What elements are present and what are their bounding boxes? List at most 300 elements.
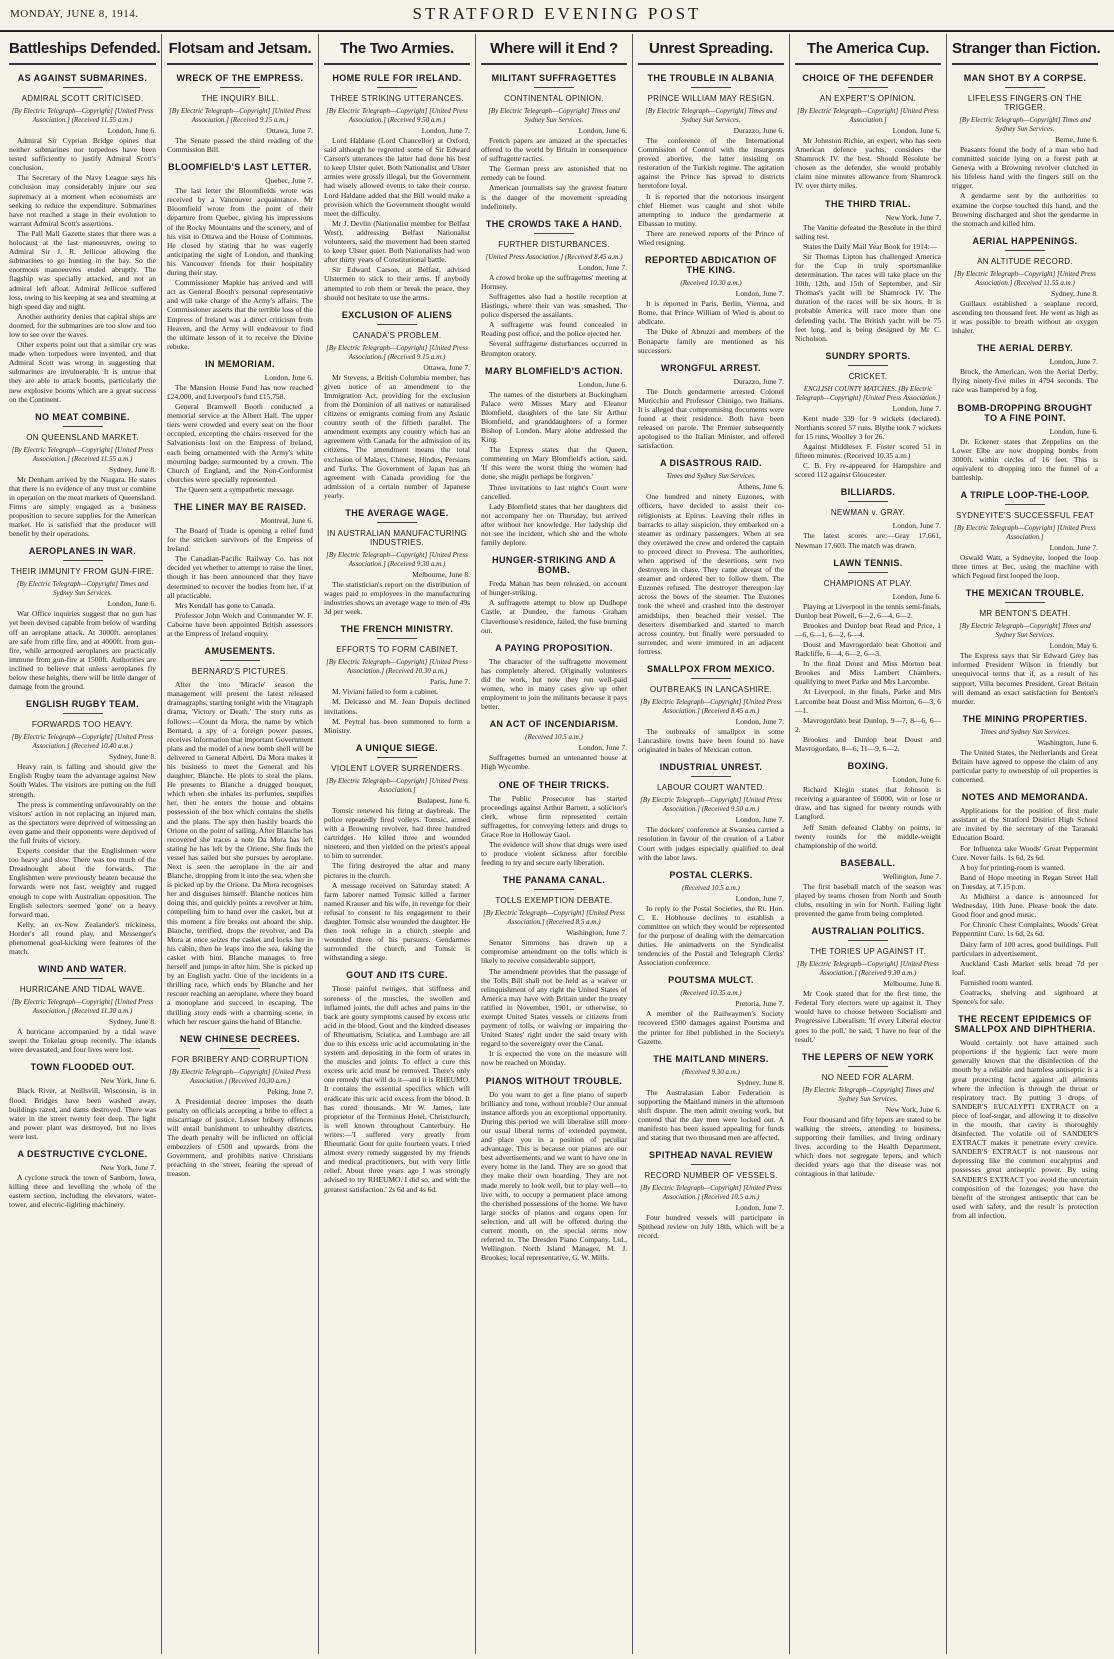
dateline: Wellington, June 7. [882,871,941,881]
news-story [638,255,784,355]
story-paragraph: At Liverpool, in the finals, Parke and Mrs Larcombe beat Doust and Miss Morton, 6—3, 6—1. [795,687,941,715]
story-headline: A TRIPLE LOOP-THE-LOOP. [960,489,1090,500]
story-subheadline: THE TORIES UP AGAINST IT. [810,947,926,957]
story-paragraph: It is reported that the notorious insurgent chief Hiemet was caught and shot while attempting to induce the gendarmerie at Elbassan to mutiny. [638,191,784,228]
story-headline: HOME RULE FOR IRELAND. [332,73,462,83]
story-paragraph: For Chronic Chest Complaints, Woods' Great Peppermint Cure. 1s 6d, 2s 6d. [952,920,1098,939]
news-column [318,34,475,1654]
story-headline: THE AERIAL DERBY. [977,343,1073,354]
news-story [481,643,627,712]
news-story [638,73,784,247]
headline-rule [1005,250,1045,251]
wire-credit: (Received 10.5 a.m.) [525,733,583,742]
dateline: Ottawa, June 7. [266,126,313,135]
news-story [324,743,470,963]
dateline: London, June 7. [735,1203,784,1213]
story-headline: AUSTRALIAN POLITICS. [811,926,925,937]
story-paragraph: A boy for printing-room is wanted. [960,862,1065,872]
story-paragraph: In reply to the Postal Societies, the Rt. Hon. C. E. Hobhouse declines to establish a committee on which they would be represented for the purpose of dealing with the demarcation duties. He animadverts on the Syndicalist tendencies of the Postal and Telegraph Clerks' Association conference. [638,903,784,968]
wire-credit: [By Electric Telegraph—Copyright] [United Press Association.] (Received 8.5 a.m.) [483,909,625,927]
column-heading: The Two Armies. [324,34,470,65]
dateline: Ottawa, June 7. [423,362,470,372]
story-headline: REPORTED ABDICATION OF THE KING. [645,255,777,276]
wire-credit: [By Electric Telegraph—Copyright] [United Press Association.] (Received 11.55 a.m.) [11,445,154,463]
dateline: London, June 7. [735,289,784,299]
dateline: Paris, June 7. [430,677,470,687]
dateline: London, June 7. [735,893,784,903]
dateline: London, June 6. [892,126,941,135]
news-story [952,1014,1098,1220]
story-paragraph: Furnished room wanted. [960,977,1034,987]
headline-rule [848,87,888,88]
story-paragraph: Freda Mahan has been released, on account of hunger-striking. [481,579,627,598]
story-paragraph: The Australasian Labor Federation is supporting the Maitland miners in the afternoon shift dispute. The men admit owning work, but contend that the day men were locked out. A manifesto has been issued appealing for funds and stating that two thousand men are affected. [638,1087,784,1143]
story-subheadline: TOLLS EXEMPTION DEBATE. [495,896,613,906]
story-subheadline: SYDNEYITE'S SUCCESSFUL FEAT [955,510,1095,520]
wire-credit: (Received 10.5 a.m.) [682,883,740,892]
headline-rule [63,87,103,88]
dateline: London, June 6. [578,126,627,135]
news-column [632,34,789,1654]
story-paragraph: M. Peytral has been summoned to form a Ministry. [324,716,470,735]
story-headline: A UNIQUE SIEGE. [355,742,439,753]
headline-rule [848,940,888,941]
dateline: New York, June 6. [100,1076,156,1086]
story-paragraph: Several suffragette disturbances occurred in Brompton oratory. [481,339,627,358]
dateline: Melbourne, June 8. [412,570,470,579]
wire-credit: [By Electric Telegraph—Copyright] Times and Sydney Sun Services. [959,116,1091,133]
story-headline: AMUSEMENTS. [204,646,276,657]
headline-rule [377,757,417,758]
story-paragraph: Coatracks, shelving and signboard at Spence's for sale. [952,987,1098,1007]
story-paragraph: Black River, at Neillsvill, Wisconsin, is in flood. Bridges have been washed away, buildings razed, and dams destroyed. There was water in the street twenty feet deep. The light and power plant was destroyed, but no lives were lost. [9,1086,156,1141]
story-headline: TOWN FLOODED OUT. [30,1062,135,1073]
story-paragraph: A message received on Saturday stated: A farm laborer named Tomsic killed a farmer named Krauser and his wife, in revenge for their refusal to consent to his engagement to their daughter. Tomsic also wounded the daughter. He then took refuge in a church steeple and wounded three of his pursuers. Gendarmes surrounded the church, and Tomsic is withstanding a siege. [324,880,470,963]
headline-rule [848,501,888,502]
story-paragraph: Doust and Mavrogordato beat Ghotton and Radcliffe, 6—4, 6—2, 6—3. [795,640,941,659]
news-story [952,236,1098,335]
news-story [481,1076,627,1263]
story-paragraph: Auckland Cash Market sells bread 7d per loaf. [952,958,1098,977]
headline-rule [1005,504,1045,505]
headline-rule [691,776,731,777]
story-headline: NO MEAT COMBINE. [35,411,130,422]
story-paragraph: One hundred and ninety Euzones, with officers, have decided to assist their co-religionists at Epirus. Leaving their rifles in barracks to allay suspicion, they embarked on a steamer as ordinary passengers. When at sea they overawed the crew and ordered the captain to proceed direct to Prevesa. The authorities, when apprised of the desertions, sent two destroyers in chase. They came abreast of the steamer and ordered her to follow them. The Euzones refused. The destroyer thereupon lay across the bows of the steamer. The Euzones took the wheel and crashed into the destroyer amidships, then beached their vessel. The deserters disembarked and started to march across country, but finally were persuaded to surrender, and were immured in an adjacent fortress. [638,492,784,656]
story-paragraph: A cyclone struck the town of Sanborn, Iowa, killing three and levelling the whole of the eastern section, including the elevators, water-tower, and electric-lighting machinery. [9,1173,156,1210]
story-subheadline: FURTHER DISTURBANCES. [498,239,610,249]
news-story [638,458,784,656]
dateline: Sydney, June 8. [108,1017,156,1027]
dateline: Montreal, June 6. [260,516,313,525]
dateline: Athens, June 6. [737,482,784,492]
story-paragraph: Oswald Watt, a Sydneyite, looped the loop three times at Bec, using the machine with which Pegoud first looped the loop. [952,552,1098,581]
story-headline: SUNDRY SPORTS. [825,350,911,361]
story-subheadline: BERNARD'S PICTURES. [191,667,289,677]
news-story [795,487,941,549]
dateline: Durazzo, June 7. [733,376,784,386]
story-subheadline: EFFORTS TO FORM CABINET. [336,645,458,655]
story-paragraph: Would certainly not have attained such proportions if the hygienic fact were more generally known that the disinfection of the mouth by a reliable and harmless antiseptic is a great protecting factor against all ailments where the infection is through the throat or respiratory tract. By putting 3 drops of SANDER'S EUCALYPTI EXTRACT on a piece of loaf-sugar, and allowing it to dissolve in the mouth, that cavity is thoroughly disinfected. The volatile oil of SANDER'S EXTRACT makes it penetrate every crevice. SANDER'S EXTRACT is not nauseous nor depressing like the common eucalyptus and possesses great antiseptic power. By using SANDER'S EXTRACT you avoid the uncertain composition of the lozenges; you have the benefit of the strongest antiseptic that can be used with safety, and the result is protection from all infection. [952,1038,1098,1220]
wire-credit: [By Electric Telegraph—Copyright] [United Press Association.] (Received 10.30 a.m.) [326,658,468,676]
wire-credit: [By Electric Telegraph—Copyright] [United Press Association.] (Received 10.30 a.m.) [169,1067,311,1085]
story-paragraph: Kent made 339 for 9 wickets (declared). Northants scored 57 runs. Blythe took 7 wickets for 15 runs, Woolley 3 for 26. [795,413,941,441]
headline-rule [63,426,103,427]
news-story [638,762,784,861]
news-story [952,73,1098,228]
news-story [167,73,313,154]
wire-credit: (Received 10.30 a.m.) [680,279,742,288]
story-headline: BASEBALL. [840,857,896,868]
headline-rule [1005,602,1045,603]
news-story [952,792,1098,1006]
news-story [952,343,1098,394]
dateline: Sydney, June 8. [736,1077,784,1087]
dateline: Durazzo, June 6. [733,126,784,135]
story-paragraph: At Midhirst a dance is announced for Wednesday, 10th June. Please book the date. Good floor and good music. [952,892,1098,920]
story-paragraph: Mr Cook stated that for the first time, the Federal Tory electors were up against it. They would have to choose between Socialism and Progressive Liberalism. 'If every Liberal elector goes to the poll,' he said, 'I have no fear of the result.' [795,989,941,1044]
newspaper-title: STRATFORD EVENING POST [412,4,702,23]
news-story [638,975,784,1045]
story-subheadline: CONTINENTAL OPINION. [504,94,604,103]
story-subheadline: LIFELESS FINGERS ON THE TRIGGER. [967,94,1083,112]
story-headline: THE CROWDS TAKE A HAND. [485,218,623,229]
story-headline: THE MINING PROPERTIES. [962,713,1088,724]
news-column [4,34,161,1654]
news-story [324,73,470,302]
story-subheadline: OUTBREAKS IN LANCASHIRE. [649,685,773,695]
story-paragraph: The Public Prosecutor has started proceedings against Arthur Barnett, a solicitor's clerk, whose firm represented certain suffragettes, for conveying letters and drugs to Grace Roe in Holloway Gaol. [481,793,627,839]
wire-credit: [By Electric Telegraph—Copyright] Times and Sydney Sun Services. [488,107,620,124]
story-paragraph: Other experts point out that a similar cry was made when torpedoes were invented, and that Admiral Scott was wrong in suggesting that submarines are invulnerable. It is untrue that they are able to attack booms, particularly the new explosive booms which are a great success on the Continent. [9,340,156,404]
column-heading: Where will it End ? [481,34,627,65]
story-paragraph: Sir Edward Carson, at Belfast, advised Ulstermen to stick to their arms. If anybody attempted to rob them or break the peace, they should not hesitate to use the arms. [324,265,470,302]
story-paragraph: Lord Haldane (Lord Chancellor) at Oxford, said although he regretted some of Sir Edward Carson's utterances the latter had done his best to keep Ulster quiet. Both Nationalist and Ulster armies were grossly illegal, but the Government had wisely allowed events to take their course. Lord Haldane added that the Bill would make a provision which the Government thought would meet the difficulty. [324,136,470,218]
story-paragraph: Guillaux established a seaplane record, ascending ten thousand feet. He went as high as it was possible to breath without an oxygen inhaler. [952,298,1098,336]
headline-rule [63,978,103,979]
news-story [481,366,627,548]
story-paragraph: The firing destroyed the altar and many pictures in the church. [324,861,470,880]
dateline: London, June 7. [578,743,627,753]
story-headline: HUNGER-STRIKING AND A BOMB. [492,555,616,576]
dateline: New York, June 7. [885,212,941,222]
news-story [638,363,784,451]
story-headline: ENGLISH RUGBY TEAM. [26,699,139,710]
story-paragraph: Applications for the position of first male assistant at the Stratford District High School are invited by the secretary of the Taranaki Education Board. [952,806,1098,843]
wire-credit: [By Electric Telegraph—Copyright] [United Press Association.] [954,523,1096,541]
story-paragraph: In the final Doust and Miss Morton beat Brookes and Miss Lambert Chambers, qualifying to meet Parke and Mrs Larcombe. [795,659,941,687]
dateline: London, June 6. [107,599,156,609]
headline-rule [1005,87,1045,88]
story-paragraph: Kelly, an ex-New Zealander's trickiness, Horder's all round play, and Messenger's phenomenal goal-kicking were features of the match. [9,919,156,957]
news-story [9,73,156,404]
story-headline: THE MEXICAN TROUBLE. [965,588,1085,599]
column-heading: The America Cup. [795,34,941,65]
story-paragraph: Peasants found the body of a man who had committed suicide lying on a forest path at Geneva with a Browning revolver clutched in his lifeless hand with the fingers still on the trigger. [952,145,1098,191]
story-subheadline: HURRICANE AND TIDAL WAVE. [19,985,146,995]
story-paragraph: Mr J. Devlin (Nationalist member for Belfast West), addressing Belfast Nationalist volunteers, said the movement had been started to keep Ulster quiet. Both Nationalists had won after thirty years of Constitutional battle. [324,218,470,265]
story-headline: IN MEMORIAM. [205,358,275,369]
news-story [481,719,627,771]
dateline: London, June 6. [264,372,313,382]
story-subheadline: MR BENTON'S DEATH. [979,609,1071,619]
story-paragraph: The names of the disturbers at Buckingham Palace were Misses Mary and Eleanor Blomfield, daughters of the late Sir Arthur Blomfield, and granddaughters of a former Bishop of London. Mary alone addressed the King. [481,389,627,445]
story-paragraph: Mr Denham arrived by the Niagara. He states that there is no evidence of any trust or combine in operation on the meat markets of Queensland. Firms are simply engaged as a business proposition to secure supplies for the American market. He is satisfied that the producer will benefit by their operations. [9,474,156,539]
story-paragraph: Four thousand and fifty lepers are stated to be walking the streets, attending to business, supporting their families, and living ordinary lives, according to the Health Department, which does not segregate lepers, and which decided years ago that the disease was not contagious in that latitude. [795,1114,941,1179]
dateline: London, June 6. [107,126,156,135]
news-story [324,970,470,1193]
story-subheadline: ON QUEENSLAND MARKET. [26,432,139,442]
story-subheadline: LABOUR COURT WANTED. [656,783,766,793]
story-paragraph: A gendarme sent by the authorities to examine the corpse touched this hand, and the Browning discharged and shot the gendarme in the stomach and killed him. [952,191,1098,228]
headline-rule [377,638,417,639]
wire-credit: [By Electric Telegraph—Copyright] [United Press Association.] (Received 9.50 a.m.) [640,796,782,814]
news-story [481,219,627,358]
dateline: London, May 6. [1049,641,1098,651]
story-headline: A DISASTROUS RAID. [660,458,762,469]
story-paragraph: The Senate passed the third reading of the Commission Bill. [167,136,313,155]
news-story [795,1052,941,1179]
wire-credit: [By Electric Telegraph—Copyright] [United Press Association.] (Received 9.50 a.m.) [326,107,468,124]
dateline: London, June 7. [578,262,627,272]
news-story [481,555,627,635]
dateline: New York, June 7. [100,1163,156,1173]
headline-rule [377,87,417,88]
story-paragraph: Dr. Eckener states that Zeppelins on the Lower Elbe are now dropping bombs from 3000ft. within circles of 16 feet. This is equivalent to dropping into the funnel of a battleship. [952,436,1098,482]
news-story [795,926,941,1044]
story-headline: ONE OF THEIR TRICKS. [498,779,610,790]
story-headline: POSTAL CLERKS. [669,869,753,880]
wire-credit: [By Electric Telegraph—Copyright] [United Press Association.] (Received 8.45 a.m.) [640,698,782,716]
story-paragraph: The Pall Mall Gazette states that there was a holocaust at the last manoeuvres, owing to Admiral Sir J. R. Jellicoe allowing the submarines to go hunting in the bay. So the enormous manoeuvres ended abruptly. The flagship was specially attacked, and not an admiral left afloat. Admiral Jellicoe suffered loss, owing to his keeping at sea and steaming at high speed day and night. [9,228,156,311]
story-paragraph: The statistician's report on the distribution of wages paid to employees in the manufacturing industries shows an average wage to men of 49s 3d per week. [324,580,470,617]
story-headline: AERIAL HAPPENINGS. [972,235,1078,246]
dateline: Quebec, June 7. [265,176,313,186]
wire-credit: [By Electric Telegraph—Copyright] [United Press Association.] [797,107,939,124]
wire-credit: [By Electric Telegraph—Copyright] Times and Sydney Sun Services. [16,580,149,598]
story-paragraph: Playing at Liverpool in the tennis semi-finals, Dunlop beat Powell, 6—2, 6—4, 6—2. [795,601,941,620]
story-headline: THE LINER MAY BE RAISED. [173,502,307,512]
story-paragraph: The dockers' conference at Swansea carried a resolution in favour of the creation of a Labor Court with judges especially qualified to deal with the labor laws. [638,825,784,862]
news-column [161,34,318,1654]
story-subheadline: RECORD NUMBER OF VESSELS. [644,1171,778,1181]
story-headline: SMALLPOX FROM MEXICO. [647,664,775,675]
story-headline: AS AGAINST SUBMARINES. [17,73,148,83]
story-paragraph: After the into 'Miracle' season the management will present the latest released dramagraphs, starting tonight with the Vitagraph drama, 'Victory or Death.' The story runs as follows:—Count da Mora, the name by which Bernard, a spy of a foreign power passes, receives information that important Government plans and the model of a new bomb shell will be delivered to General Alberti. Da Mora makes it his business to meet the General and his daughter, Blanche. He plots to steal the plans. He presents to Blanche a drugged bouquet, which when she inhales its perfumes, stupifies her, then he enters the house and obtains possession of the box which contains the shells and the plans. The spy then hastily boards the Orione on the point of sailing. After Blanche has recovered she traces a note Da Mora has left stating he has left by the Oriene. She finds the vessel has sailed but she pursues by aeroplane. Next is seen the aeroplane in the air and Blanche, dropping from it into the sea, when she is picked up by the Orione. Da Mora recognises her and disguises himself. Blanche notices him doing this, and quickly points a revolver at him, compelling him to hand over the casket, but at this moment a fire breaks out aboard the ship. Blanche, terrified, drops the revolver, and Da Mora at once seizes the casket and locks her in his cabin, then he leaps into the sea, taking the casket with him. Blanche manages to free herself and jumps in after him. She is picked up by an English yacht. One of the incidents in a thrilling race, which ends by Blanche and her rescuer reaching an aeroplane, where they board a monoplane and succeed in escaping. The thrilling story ends with a charming scene, in which her rescuer gains the hand of Blanche. [167,680,314,1026]
news-story [9,1062,156,1141]
column-heading: Battleships Defended. [9,34,156,65]
dateline: Berne, June 6. [1055,135,1098,144]
story-headline: BILLIARDS. [840,487,896,498]
story-paragraph: M. Delcasse and M. Jean Dupuis declined invitations. [324,697,470,716]
wire-credit: Times and Sydney Sun Services. [666,472,756,481]
news-column [475,34,632,1654]
headline-rule [691,87,731,88]
wire-credit: [By Electric Telegraph—Copyright] [United Press Association.] (Received 9.30 a.m.) [326,551,468,568]
news-story [324,310,470,500]
story-subheadline: NEWMAN v. GRAY. [830,508,906,518]
story-paragraph: It is reported in Paris, Berlin, Vienna, and Rome, that Prince William of Wied is about to abdicate. [638,299,784,327]
story-headline: AEROPLANES IN WAR. [28,546,137,557]
story-paragraph: Dairy farm of 100 acres, good buildings. Full particulars in advertisement. [952,939,1098,958]
news-story [795,73,941,191]
story-headline: BOXING. [847,761,889,772]
news-story [167,502,313,638]
story-headline: BLOOMFIELD'S LAST LETTER. [168,162,312,173]
story-paragraph: The last letter the Bloomfields wrote was received by a Vancouver acquaintance. Mr Bloomfield wrote from the point of their departure from Quebec, giving his impressions of the Rocky Mountains and the scenery, and of his visit to Ottawa and the House of Commons. He closed by stating that he was eagerly anticipating the sight of London, and thanking his Vancouver friends for their hospitality during their stay. [167,186,313,278]
story-paragraph: The latest scores are:—Gray 17,661, Newman 17,603. The match was drawn. [795,531,941,550]
news-story [9,699,156,956]
story-paragraph: The press is commenting unfavourably on the visitors' action in not replacing an injured man, as the spectators were deprived of witnessing an even game and their opponents were deprived of the full fruits of victory. [9,799,156,845]
story-headline: CHOICE OF THE DEFENDER [802,73,934,83]
story-headline: LAWN TENNIS. [833,557,903,568]
story-headline: AN ACT OF INCENDIARISM. [489,719,619,730]
dateline: London, June 6. [578,379,627,389]
story-headline: THE RECENT EPIDEMICS OF SMALLPOX AND DIPHTHERIA. [954,1014,1096,1035]
story-paragraph: Another authority denies that capital ships are doomed, for the submarines are too slow and too low to see over the waves. [9,311,156,339]
wire-credit: [By Electric Telegraph—Copyright] [United Press Association.] (Received 9.15 a.m.) [326,343,468,361]
dateline: Budapest, June 6. [417,795,470,805]
news-story [167,162,313,351]
story-headline: WRONGFUL ARREST. [661,362,761,373]
dateline: Melbourne, June 8. [883,979,941,989]
column-heading: Unrest Spreading. [638,34,784,65]
story-paragraph: The character of the suffragette movement has completely altered. Originally volunteers did the work, but now they run well-paid women, who in many cases give up other employment to join the militants because it pays better. [481,656,627,712]
story-paragraph: A hurricane accompanied by a tidal wave swept the Tokelau group recently. The islands were devastated, and four lives were lost. [9,1027,156,1055]
dateline: Sydney, June 8. [108,752,156,762]
story-paragraph: The outbreaks of smallpox in some Lancashire towns have been found to have originated in bales of Mexican cotton. [638,727,784,755]
dateline: London, June 6. [1049,426,1098,436]
story-headline: THE LEPERS OF NEW YORK [801,1051,935,1062]
story-paragraph: The Board of Trade is opening a relief fund for the stricken survivors of the Empress of Ireland. [167,526,313,554]
story-headline: THE FRENCH MINISTRY. [340,624,454,635]
story-headline: A PAYING PROPOSITION. [495,642,613,653]
story-headline: MARY BLOMFIELD'S ACTION. [485,365,623,376]
wire-credit: [By Electric Telegraph—Copyright] [United Press Association.] (Received 10.40 a.m.) [11,733,154,751]
wire-credit: [By Electric Telegraph—Copyright] [United Press Association.] (Received 11.55 a.m.) [954,269,1096,287]
dateline: Washington, June 7. [566,928,627,938]
story-subheadline: CRICKET. [848,371,888,381]
dateline: Washington, June 6. [1037,737,1098,747]
story-subheadline: NO NEED FOR ALARM. [821,1072,915,1082]
story-subheadline: CANADA'S PROBLEM. [352,330,442,340]
story-paragraph: Those painful twinges, that stiffness and soreness of the muscles, the swollen and inflamed joints, the dull aches and pains in the back are gouty symptoms caused by excess uric acid in the blood. Gout and the kindred diseases of Rheumatism, Sciatica, and Lumbago are all due to this excess uric acid accumulating in the system and depositing in the form of urates in the muscles and joints. To effect a cure this excess uric acid must be removed. There's only one remedy that will do it—and it is RHEUMO. It contains the essential specifics which will eradicate this uric acid excess from the blood. It has cured thousands. Mr W. James, late proprietor of the Terminus Hotel, Christchurch, is well known throughout Canterbury. He writes:—'I suffered very greatly from Rheumatic Gout for quite fourteen years. I tried almost every remedy suggested by my friends and medical practitioners, but with very little relief. About three years ago I was strongly advised to try RHEUMO. I did so, and with the greatest satisfaction.' 2s 6d and 4s 6d. [324,984,470,1194]
story-paragraph: Four hundred vessels will participate in Spithead review on July 18th, which will be a record. [638,1213,784,1241]
story-paragraph: For Influenza take Woods' Great Peppermint Cure. Never fails. 1s 6d, 2s 6d. [952,843,1098,862]
story-paragraph: Suffragettes burned an untenanted house at High Wycombe. [481,753,627,772]
story-paragraph: Mr Stevens, a British Columbia member, has given notice of an amendment to the Immigration Act, providing for the exclusion from the Dominion of all natives or naturalised citizens or emigrants coming from any Asiatic country south of the fiftieth parallel. The amendment exempts any country which has an agreement with Canada for the admission of its citizens. The amendment means the total exclusion of Malays, Chinese, Hindus, Persians and Turks. The Government of Japan has an agreement with Canada providing for the admission of a certain number of Japanese yearly. [324,372,470,500]
story-paragraph: The amendment provides that the passage of the Tolls Bill shall not be held as a waiver or relinquishment of any right the United States of America may have with Britain under the treaty ratified in November, 1901, or otherwise, to exempt United States vessels or citizens from payment of tolls, or waiving or impairing the United States' right under the said treaty with regard to the sovereignty over the Canal. [481,966,627,1049]
news-story [638,1150,784,1240]
news-story [9,412,156,539]
story-subheadline: THE INQUIRY BILL. [201,94,279,103]
dateline: London, June 7. [735,717,784,727]
story-headline: SPITHEAD NAVAL REVIEW [649,1150,773,1161]
story-subheadline: AN EXPERT'S OPINION. [819,94,917,103]
headline-rule [220,87,260,88]
story-paragraph: Brock, the American, won the Aerial Derby, flying ninety-five miles in 4794 seconds. The race was hampered by a fog. [952,367,1098,395]
news-story [481,875,627,1067]
story-paragraph: Brookes and Dunlop beat Read and Price, 1—6, 6—1, 6—2, 6—4. [795,620,941,639]
wire-credit: [By Electric Telegraph—Copyright] [United Press Association.] [326,776,468,794]
story-paragraph: The United States, the Netherlands and Great Britain have agreed to oppose the claim of any particular party to ownership of oil properties is concerned. [952,747,1098,785]
story-paragraph: Mrs Kendall has gone to Canada. [175,600,275,610]
story-subheadline: FOR BRIBERY AND CORRUPTION [171,1054,309,1064]
story-subheadline: IN AUSTRALIAN MANUFACTURING INDUSTRIES. [326,529,468,547]
headline-rule [220,660,260,661]
wire-credit: [By Electric Telegraph—Copyright] [United Press Association.] (Received 9.15 a.m.) [169,107,311,124]
story-subheadline: VIOLENT LOVER SURRENDERS. [331,763,463,773]
story-paragraph: The Dutch gendarmerie arrested Colonel Muricchio and Professor Chinigo, two Italians. It is alleged that compromising documents were found at their residence. Both have been released on parole. The Premier subsequently apologised to the Italian Minister, and offered satisfaction. [638,386,784,451]
story-paragraph: Do you want to get a fine piano of superb brilliancy and tone, without trouble? Our annual instance affords you an exceptional opportunity. During this period we will liberalise still more our usual liberal terms of extended payment, and place you in a position of peculiar advantage. This is because our pianos are our best advertisements, and we want to have one in every home in the land. They are so good that they make their own hoarding. They are not made merely to look well, but to play well—to live with, to occupy a permanent place among the cherished possessions of the home. We have large stocks of pianos and organs open for selection, and all will be offered during the current month, on the special terms now referred to. The Dresden Piano Company, Ltd., Wellington. North Island Manager, M. J. Brookes; local representative, G. W. Mills. [481,1089,627,1263]
column-heading: Flotsam and Jetsam. [167,34,313,65]
story-headline: PIANOS WITHOUT TROUBLE. [485,1075,623,1086]
story-paragraph: The Mansion House Fund has now reached £24,000, and Liverpool's fund £15,758. [167,382,313,401]
story-paragraph: Richard Klegin states that Johnson is receiving a guarantee of £6000, win or lose or draw, and has signed for twenty rounds with Langford. [795,785,941,822]
story-headline: POUTSMA MULCT. [668,975,754,986]
wire-credit: ENGLISH COUNTY MATCHES. [By Electric Telegraph—Copyright] [United Press Association.] [795,384,941,402]
dateline: Peking, June 7. [267,1086,313,1096]
story-paragraph: War Office inquiries suggest that no gun has yet been devised capable from below of warding off an aeroplane attack. At 3000ft. aeroplanes are safe from rifle fire, and at 4000ft. from gun-fire, while armoured aeroplanes are practically immune from gun-fire at 1500ft. Authorities are inclined to believe that unless aeroplanes fly below these heights, there will be little danger of damage from the ground. [9,609,156,692]
dateline: London, June 7. [735,815,784,825]
dateline: New York, June 6. [885,1104,941,1114]
dateline: London, June 7. [1049,357,1098,367]
story-paragraph: A suffragette attempt to blow up Dudhope Castle, at Dundee, the famous Graham Claverhouse's residence, failed, the fuse burning out. [481,598,627,635]
story-paragraph: It is expected the vote on the measure will now be reached on Monday. [481,1049,627,1068]
story-subheadline: THREE STRIKING UTTERANCES. [330,94,464,103]
news-story [9,964,156,1054]
story-paragraph: Professor John Welch and Commander W. F. Caborne have been appointed British assessors at the Empress of Ireland enquiry. [167,610,313,639]
story-paragraph: A Presidential decree imposes the death penalty on officials accepting a bribe to effect a miscarriage of justice. Lesser bribery offences will entail banishment to unhealthy districts. The death penalty will be inflicted on official embezzlers of £500 and upwards from the Government, and prohibits native Christians preaching in the street, fearing the spread of treason. [167,1096,313,1179]
news-story [324,508,470,616]
headline-rule [534,87,574,88]
news-story [952,403,1098,482]
story-headline: WRECK OF THE EMPRESS. [176,73,304,83]
wire-credit: (Received 10.35 a.m.) [680,989,742,998]
news-story [481,73,627,211]
dateline: London, June 7. [892,521,941,531]
issue-date: MONDAY, JUNE 8, 1914. [10,8,139,20]
story-paragraph: C. B. Fry re-appeared for Hampshire and scored 112 against Gloucester. [795,461,941,480]
news-story [167,646,313,1026]
wire-credit: [By Electric Telegraph—Copyright] Times and Sydney Sun Services. [959,622,1091,640]
news-story [638,870,784,968]
headline-rule [63,713,103,714]
wire-credit: Times and Sydney Sun Services. [980,727,1070,736]
news-story [167,359,313,494]
headline-rule [848,1066,888,1067]
news-story [481,780,627,868]
story-paragraph: French papers are amazed at the spectacles offered to the world by Britain in consequence of suffragette tactics. [481,136,627,164]
story-headline: NEW CHINESE DECREES. [179,1033,301,1044]
story-headline: THE PANAMA CANAL. [502,875,606,886]
dateline: Pretoria, June 7. [735,999,784,1009]
story-paragraph: The Secretary of the Navy League says his conclusion may considerably injure our sea supremacy at a moment when economists are seeking to reduce the expenditure. Submarines have not reached a stage in their evolution to warrant Admiral Scott's assertions. [9,173,156,228]
news-story [9,546,156,691]
story-paragraph: The German press are astonished that no remedy can be found. [481,164,627,183]
headline-rule [691,678,731,679]
dateline: Sydney, June 8. [1050,288,1098,298]
news-story [638,1054,784,1143]
story-paragraph: Sir Thomas Lipton has challenged America for the Cup in truly sportsmanlike determination. The races will take place on the 10th, 12th, and 15th of September, and Sir Thomas's yacht will be Shamrock IV. The duration of the races will be six hours. It is probable America will race more than one defending yacht. The British yacht will be 75 feet long, and is being designed by Mr C. Nicholson. [795,251,941,343]
story-paragraph: The Express states that the Queen, commenting on Mary Blomfield's action, said, 'If this were the worst thing the women had done, she might perhaps be forgiven.' [481,445,627,482]
story-headline: GOUT AND ITS CURE. [346,970,448,981]
story-subheadline: PRINCE WILLIAM MAY RESIGN. [647,94,775,103]
columns-container [4,34,1110,1654]
story-headline: EXCLUSION OF ALIENS [341,309,453,320]
news-story [795,351,941,480]
story-paragraph: M. Viviani failed to form a cabinet. [332,687,439,697]
story-paragraph: The conference of the International Commission of Control with the insurgents proved abortive, the latter insisting on restoration of the Turkish regime. The agitation against the Prince has spread to districts heretofore loyal. [638,136,784,191]
